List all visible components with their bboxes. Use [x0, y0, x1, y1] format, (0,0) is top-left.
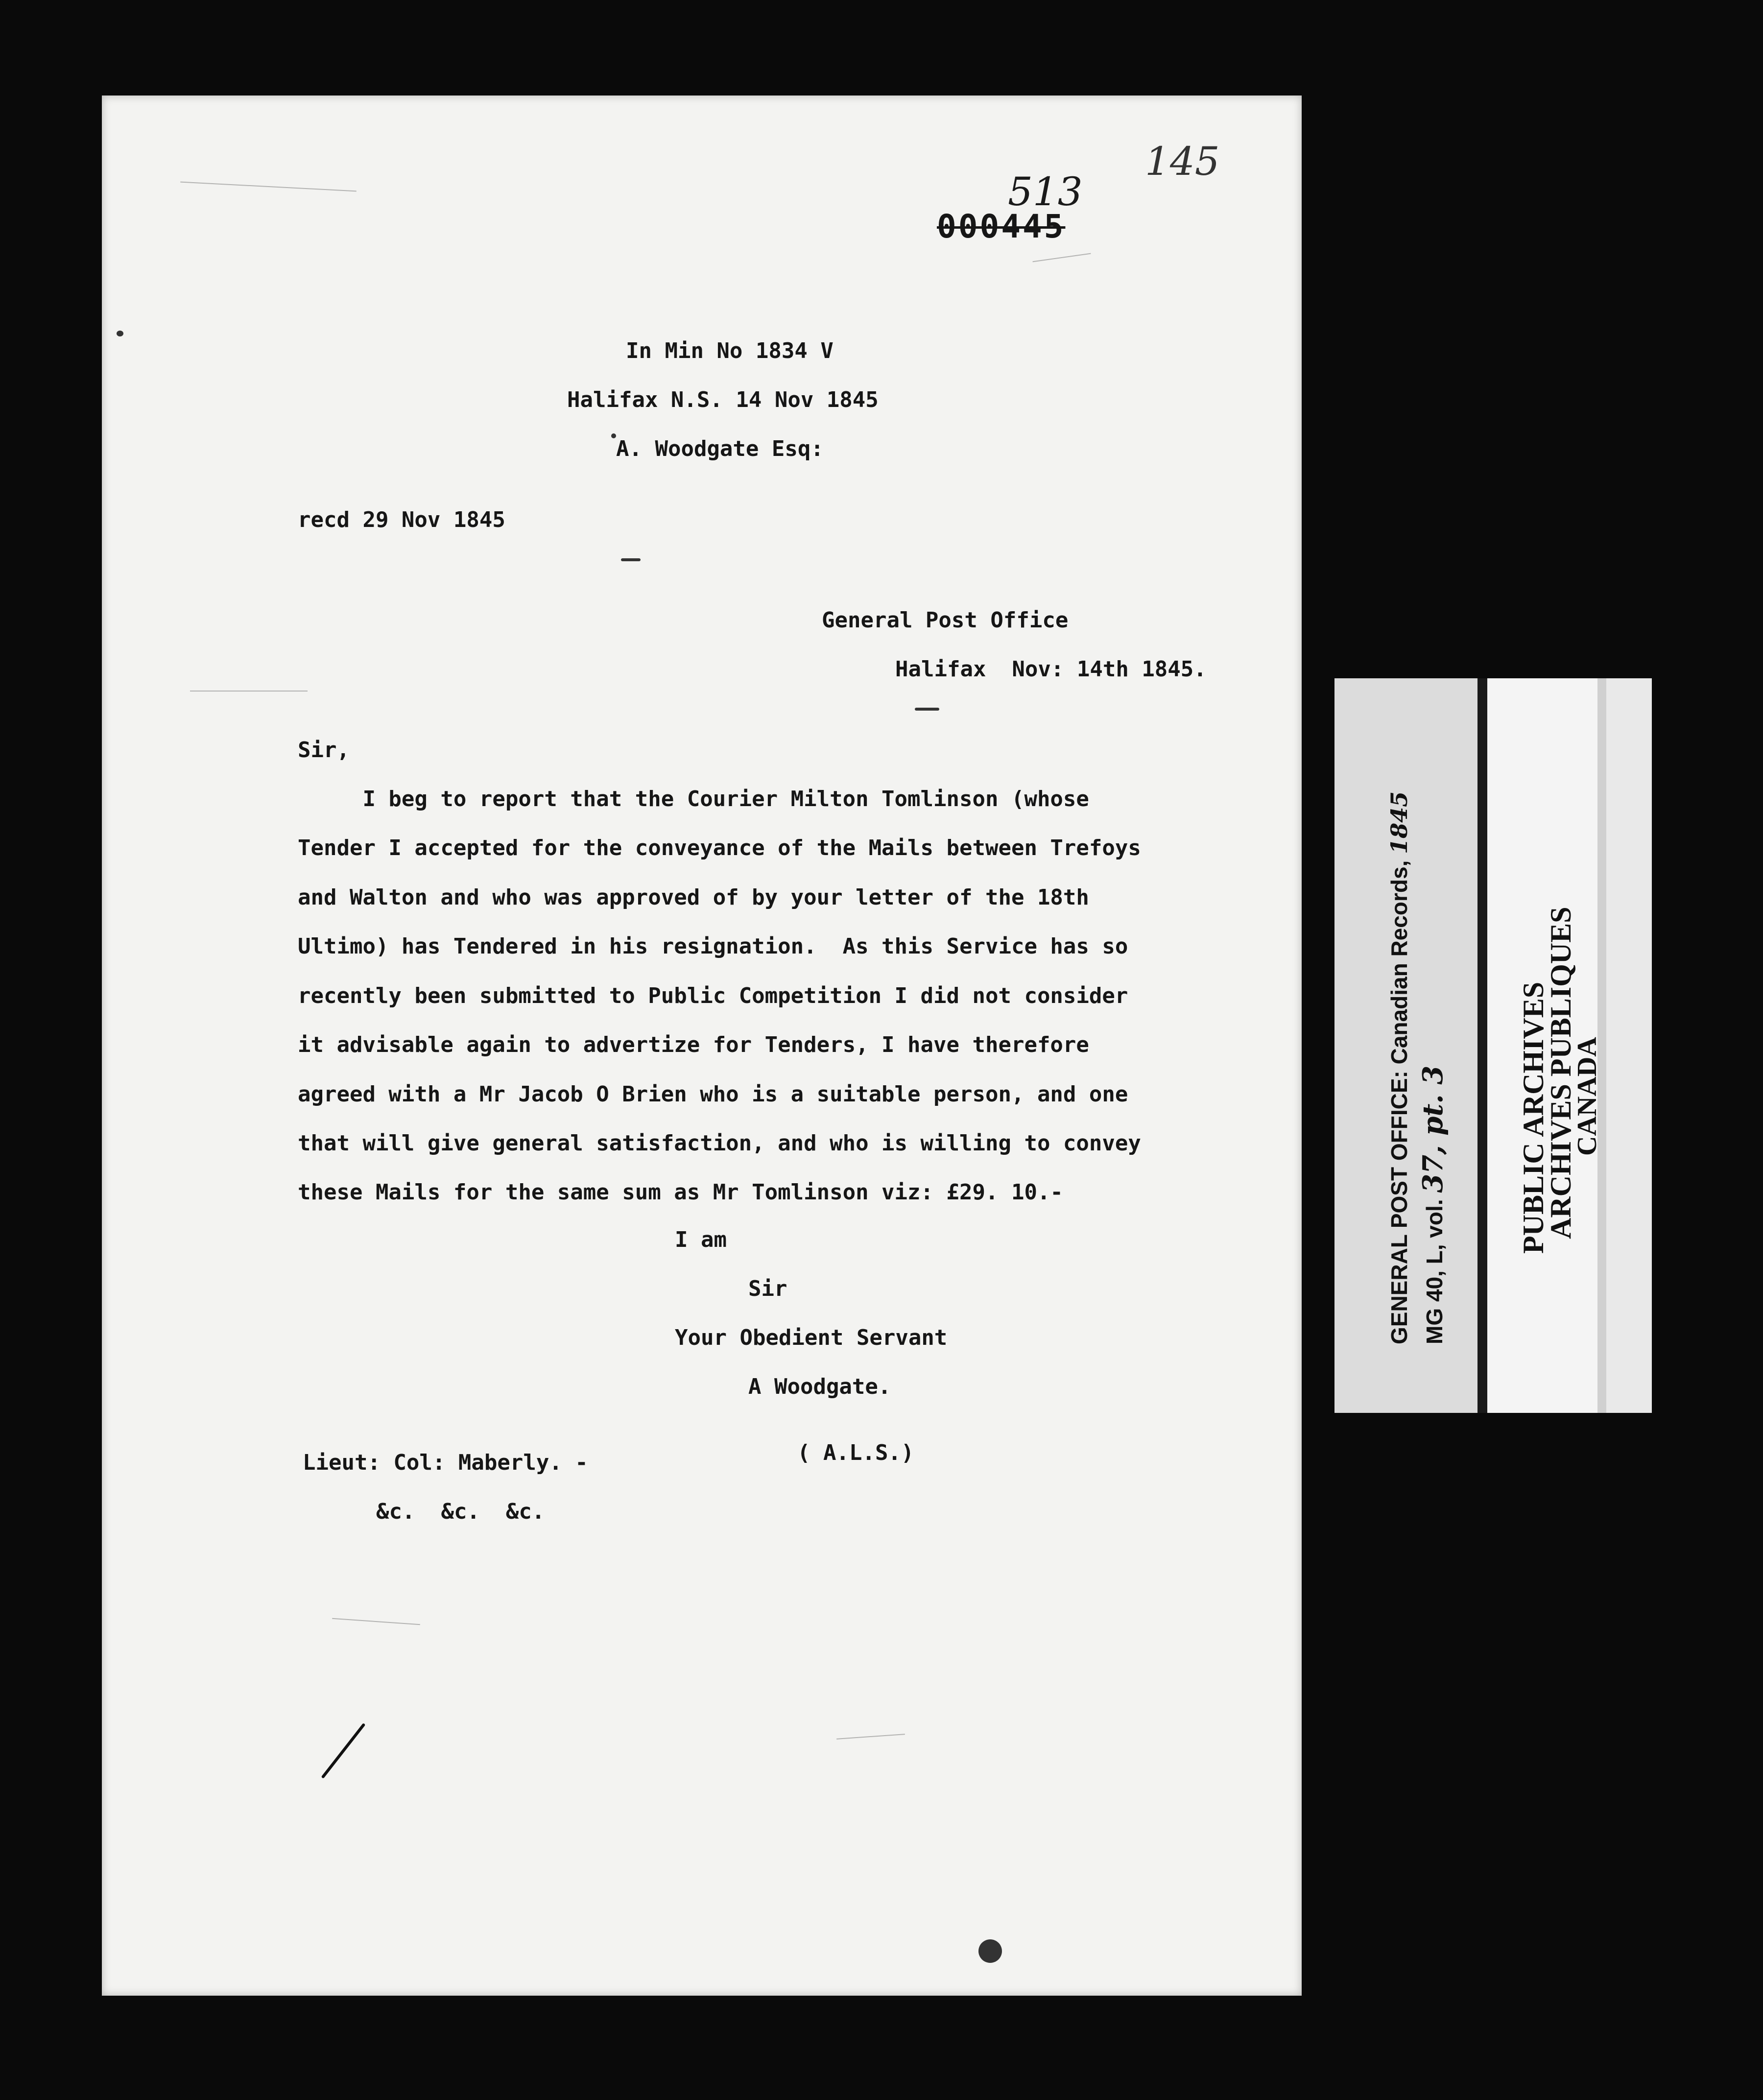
closing-signature: A Woodgate. [748, 1374, 891, 1399]
als-note: ( A.L.S.) [797, 1440, 914, 1465]
body-line: agreed with a Mr Jacob O Brien who is a suitable person, and one [298, 1082, 1128, 1107]
closing-servant: Your Obedient Servant [675, 1325, 948, 1350]
label-institution-en: PUBLIC ARCHIVES [1517, 981, 1549, 1254]
scan-mark [836, 1734, 905, 1740]
header-place-date: Halifax N.S. 14 Nov 1845 [567, 387, 879, 412]
label-volume-text: MG 40, L, vol. [1422, 1199, 1447, 1344]
body-line: I beg to report that the Courier Milton Tomlinson (whose [298, 787, 1089, 811]
label-volume-number: 37, pt. 3 [1417, 1065, 1449, 1193]
header-from: A. Woodgate Esq: [616, 436, 824, 461]
label-institution-fr: ARCHIVES PUBLIQUES [1545, 907, 1577, 1239]
scan-mark [180, 182, 357, 192]
label-series-text: GENERAL POST OFFICE: Canadian Records, [1386, 860, 1412, 1344]
label-country: CANADA [1572, 1037, 1602, 1156]
label-series-line2 [1417, 1066, 1449, 1344]
label-band [1606, 678, 1652, 1413]
ink-speck [621, 558, 641, 561]
body-line: these Mails for the same sum as Mr Tomlinson viz: £29. 10.- [298, 1180, 1063, 1205]
body-line: Tender I accepted for the conveyance of the Mails between Trefoys [298, 835, 1141, 860]
body-line: that will give general satisfaction, and who is willing to convey [298, 1131, 1141, 1156]
label-band-divider [1477, 678, 1487, 1413]
closing-sir: Sir [748, 1276, 787, 1301]
document-page [102, 95, 1302, 1996]
office-name: General Post Office [822, 608, 1069, 633]
body-line: recently been submitted to Public Competition I did not consider [298, 983, 1128, 1008]
body-line: it advisable again to advertize for Tenders, I have therefore [298, 1032, 1089, 1057]
label-series-line1 [1386, 791, 1412, 1344]
pencil-page-number: 145 [1145, 139, 1220, 184]
label-series-year: 1845 [1386, 791, 1412, 854]
ink-speck [117, 331, 123, 336]
scan-mark [190, 691, 308, 692]
scan-mark [1032, 253, 1091, 262]
archive-number-new: 513 [1008, 169, 1083, 215]
ink-speck [915, 708, 939, 711]
ink-speck [611, 433, 616, 438]
closing-i-am: I am [675, 1227, 727, 1252]
received-date: recd 29 Nov 1845 [298, 507, 505, 532]
office-date: Halifax Nov: 14th 1845. [895, 657, 1207, 682]
recipient-etc: &c. &c. &c. [376, 1499, 545, 1524]
recipient-name: Lieut: Col: Maberly. - [303, 1450, 588, 1475]
body-line: and Walton and who was approved of by your letter of the 18th [298, 885, 1089, 910]
body-line: Ultimo) has Tendered in his resignation. As this Service has so [298, 934, 1128, 959]
minute-number: In Min No 1834 V [626, 338, 834, 363]
archive-label [1334, 678, 1652, 1413]
archive-number-old: 000445 [937, 208, 1066, 245]
scan-mark [332, 1618, 420, 1625]
pen-stroke [321, 1723, 366, 1779]
salutation: Sir, [298, 738, 350, 763]
ink-speck [978, 1939, 1002, 1963]
